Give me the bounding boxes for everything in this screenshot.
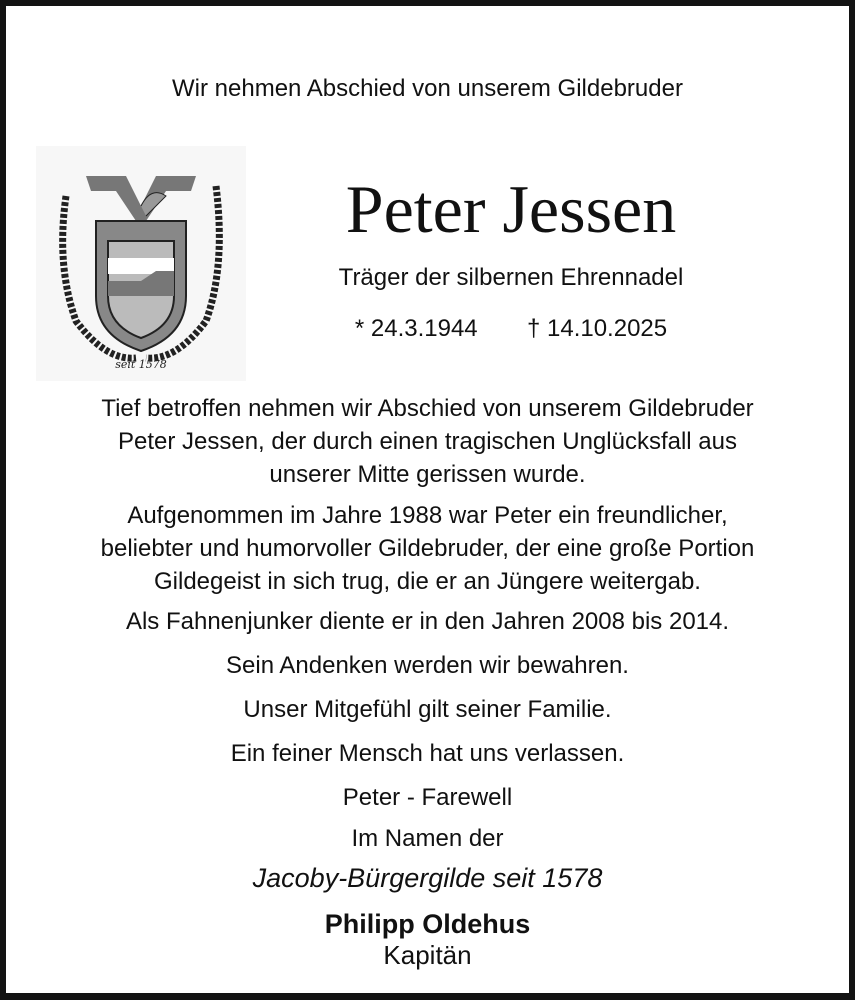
- body-line: Tief betroffen nehmen wir Abschied von unserem Gildebruder: [101, 395, 754, 422]
- signer-name: Philipp Oldehus: [324, 909, 531, 939]
- body-line: Als Fahnenjunker diente er in den Jahren 2008 bis 2014.: [125, 608, 730, 635]
- signer-title: Kapitän: [383, 940, 472, 970]
- body-line: Gildegeist in sich trug, die er an Jüngere weitergab.: [154, 568, 701, 595]
- body-line: beliebter und humorvoller Gildebruder, der eine große Portion: [100, 535, 755, 562]
- birth-date: * 24.3.1944: [354, 315, 478, 342]
- organization-name: Jacoby-Bürgergilde seit 1578: [252, 863, 603, 893]
- body-line: Ein feiner Mensch hat uns verlassen.: [230, 740, 625, 767]
- obituary-notice: [6, 6, 849, 993]
- body-line: Peter Jessen, der durch einen tragischen Unglücksfall aus: [117, 428, 737, 455]
- body-line: unserer Mitte gerissen wurde.: [269, 461, 586, 488]
- crest-since: seit 1578: [115, 358, 167, 371]
- honor-line: Träger der silbernen Ehrennadel: [338, 264, 684, 291]
- dates: [206, 314, 816, 344]
- body-line: Sein Andenken werden wir bewahren.: [226, 652, 629, 679]
- body-line: Aufgenommen im Jahre 1988 war Peter ein freundlicher,: [127, 502, 728, 529]
- death-date: † 14.10.2025: [526, 315, 668, 342]
- deceased-name: Peter Jessen: [345, 171, 677, 247]
- body-line: Im Namen der: [351, 825, 504, 852]
- intro-line: Wir nehmen Abschied von unserem Gildebruder: [172, 75, 683, 102]
- body-line: Peter - Farewell: [342, 784, 513, 811]
- body-line: Unser Mitgefühl gilt seiner Familie.: [243, 696, 612, 723]
